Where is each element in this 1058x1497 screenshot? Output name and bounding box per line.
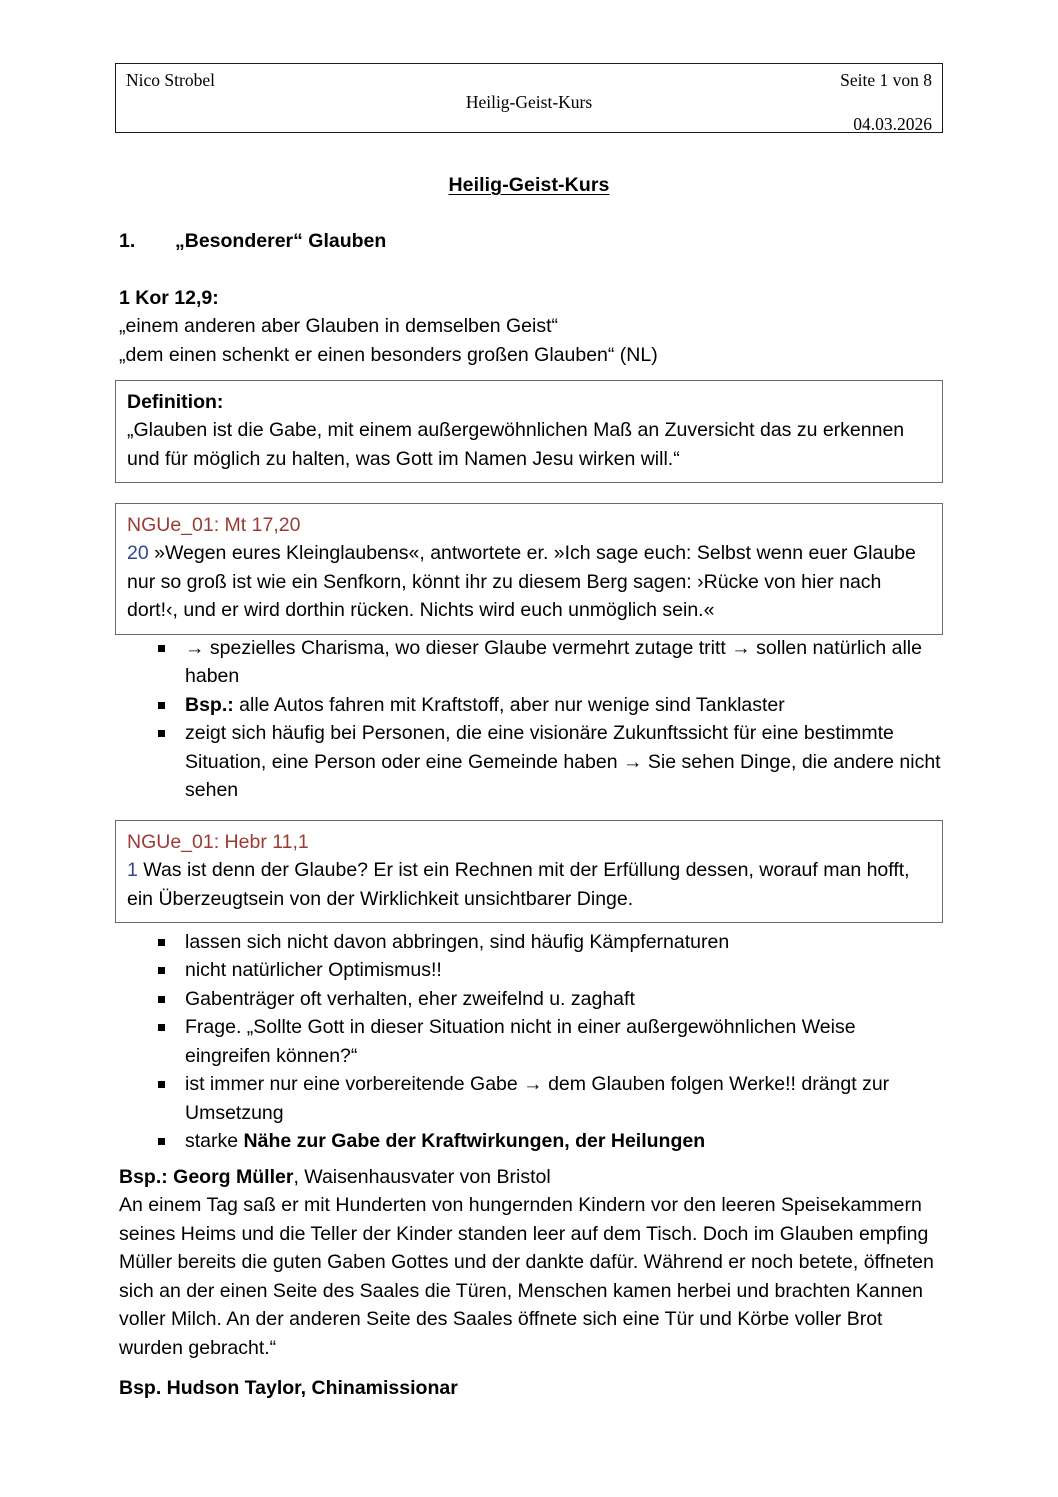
list-item <box>155 956 945 984</box>
list-item <box>155 1013 945 1070</box>
verse-text: Was ist denn der Glaube? Er ist ein Rechnen mit der Erfüllung dessen, worauf man hofft, ein Überzeugtsein von der Wirklichkeit unsichtbarer Dinge. <box>127 859 910 910</box>
reference-label: 1 Kor 12,9: <box>119 287 219 309</box>
list-item-bold: Bsp.: <box>185 693 234 716</box>
header-row-top <box>116 69 942 92</box>
example-heading-bold: Bsp.: Georg Müller <box>119 1166 294 1188</box>
scripture-body <box>127 542 916 621</box>
list-item <box>155 1127 945 1155</box>
bullet-list-merkmale <box>155 928 945 1156</box>
list-item-text: Gabenträger oft verhalten, eher zweifelnd u. zaghaft <box>185 987 635 1010</box>
reference-line: „einem anderen aber Glauben in demselben Geist“ <box>119 315 559 338</box>
section-number: 1. <box>119 230 136 252</box>
scripture-reference: NGUe_01: Hebr 11,1 <box>127 831 309 853</box>
list-item <box>155 1070 945 1127</box>
example-heading-rest: , Waisenhausvater von Bristol <box>293 1166 551 1188</box>
list-item-bold: Nähe zur Gabe der Kraftwirkungen, der Heilungen <box>243 1130 706 1153</box>
definition-line: „Glauben ist die Gabe, mit einem außergewöhnlichen Maß an Zuversicht das zu erkennen <box>127 419 905 442</box>
list-item-text: alle Autos fahren mit Kraftstoff, aber nur wenige sind Tanklaster <box>233 693 785 716</box>
list-item <box>155 719 945 804</box>
example-heading: Bsp. Hudson Taylor, Chinamissionar <box>119 1377 458 1399</box>
scripture-reference: NGUe_01: Mt 17,20 <box>127 514 301 536</box>
header-author: Nico Strobel <box>126 70 215 90</box>
list-item <box>155 985 945 1013</box>
bullet-list-charisma <box>155 634 945 805</box>
header-row-bottom <box>116 113 942 136</box>
list-item-text: Frage. „Sollte Gott in dieser Situation nicht in einer außergewöhnlichen Weise eingreifen können?“ <box>185 1016 856 1067</box>
list-item <box>155 691 945 719</box>
header-page-indicator: Seite 1 von 8 <box>840 70 932 90</box>
verse-number: 20 <box>127 542 149 565</box>
example-heading <box>119 1163 949 1191</box>
list-item-text: nicht natürlicher Optimismus!! <box>185 959 442 982</box>
example-georg-mueller <box>119 1163 949 1362</box>
list-item-text: ist immer nur eine vorbereitende Gabe → dem Glauben folgen Werke!! drängt zur Umsetzung <box>185 1073 890 1124</box>
section-heading <box>119 230 386 253</box>
scripture-box-hebr-11-1 <box>115 820 943 923</box>
definition-box <box>115 380 943 483</box>
list-item-text: zeigt sich häufig bei Personen, die eine visionäre Zukunftssicht für eine bestimmte Situation, eine Person oder eine Gemeinde haben → Sie sehen Dinge, die andere nicht sehen <box>185 722 941 802</box>
header-center-title: Heilig-Geist-Kurs <box>465 92 593 112</box>
definition-line: und für möglich zu halten, was Gott im Namen Jesu wirken will.“ <box>127 447 680 470</box>
list-item-text: lassen sich nicht davon abbringen, sind häufig Kämpfernaturen <box>185 931 730 953</box>
scripture-box-mt-17-20 <box>115 503 943 635</box>
section-heading-text: „Besonderer“ Glauben <box>175 230 387 252</box>
example-hudson-taylor <box>119 1374 949 1402</box>
reference-line: „dem einen schenkt er einen besonders großen Glauben“ (NL) <box>119 343 658 366</box>
scripture-body <box>127 859 910 909</box>
header-date: 04.03.2026 <box>853 114 932 134</box>
reference-block <box>119 284 949 369</box>
list-item <box>155 928 945 956</box>
verse-number: 1 <box>127 859 138 882</box>
example-body: An einem Tag saß er mit Hunderten von hungernden Kindern vor den leeren Speisekammern seines Heims und die Teller der Kinder standen leer auf dem Tisch. Doch im Glauben empfing Müller bereits die guten Gaben Gottes und der dankte dafür. Während er noch betete, öffneten sich an der einen Seite des Saales die Türen, Menschen kamen herbei und brachten Kannen voller Milch. An der anderen Seite des Saales öffnete sich eine Tür und Körbe voller Brot wurden gebracht.“ <box>119 1194 934 1359</box>
list-item-text: → spezielles Charisma, wo dieser Glaube vermehrt zutage tritt → sollen natürlich alle haben <box>185 637 922 688</box>
page-header-box <box>115 63 943 133</box>
list-item <box>155 634 945 691</box>
verse-text: »Wegen eures Kleinglaubens«, antwortete er. »Ich sage euch: Selbst wenn euer Glaube nur so groß ist wie ein Senfkorn, könnt ihr zu diesem Berg sagen: ›Rücke von hier nach dort!‹, und er wird dorthin rücken. Nichts wird euch unmöglich sein.« <box>127 542 916 622</box>
list-item-prefix: starke <box>185 1130 244 1153</box>
page-title: Heilig-Geist-Kurs <box>448 174 610 196</box>
definition-title: Definition: <box>127 391 224 413</box>
